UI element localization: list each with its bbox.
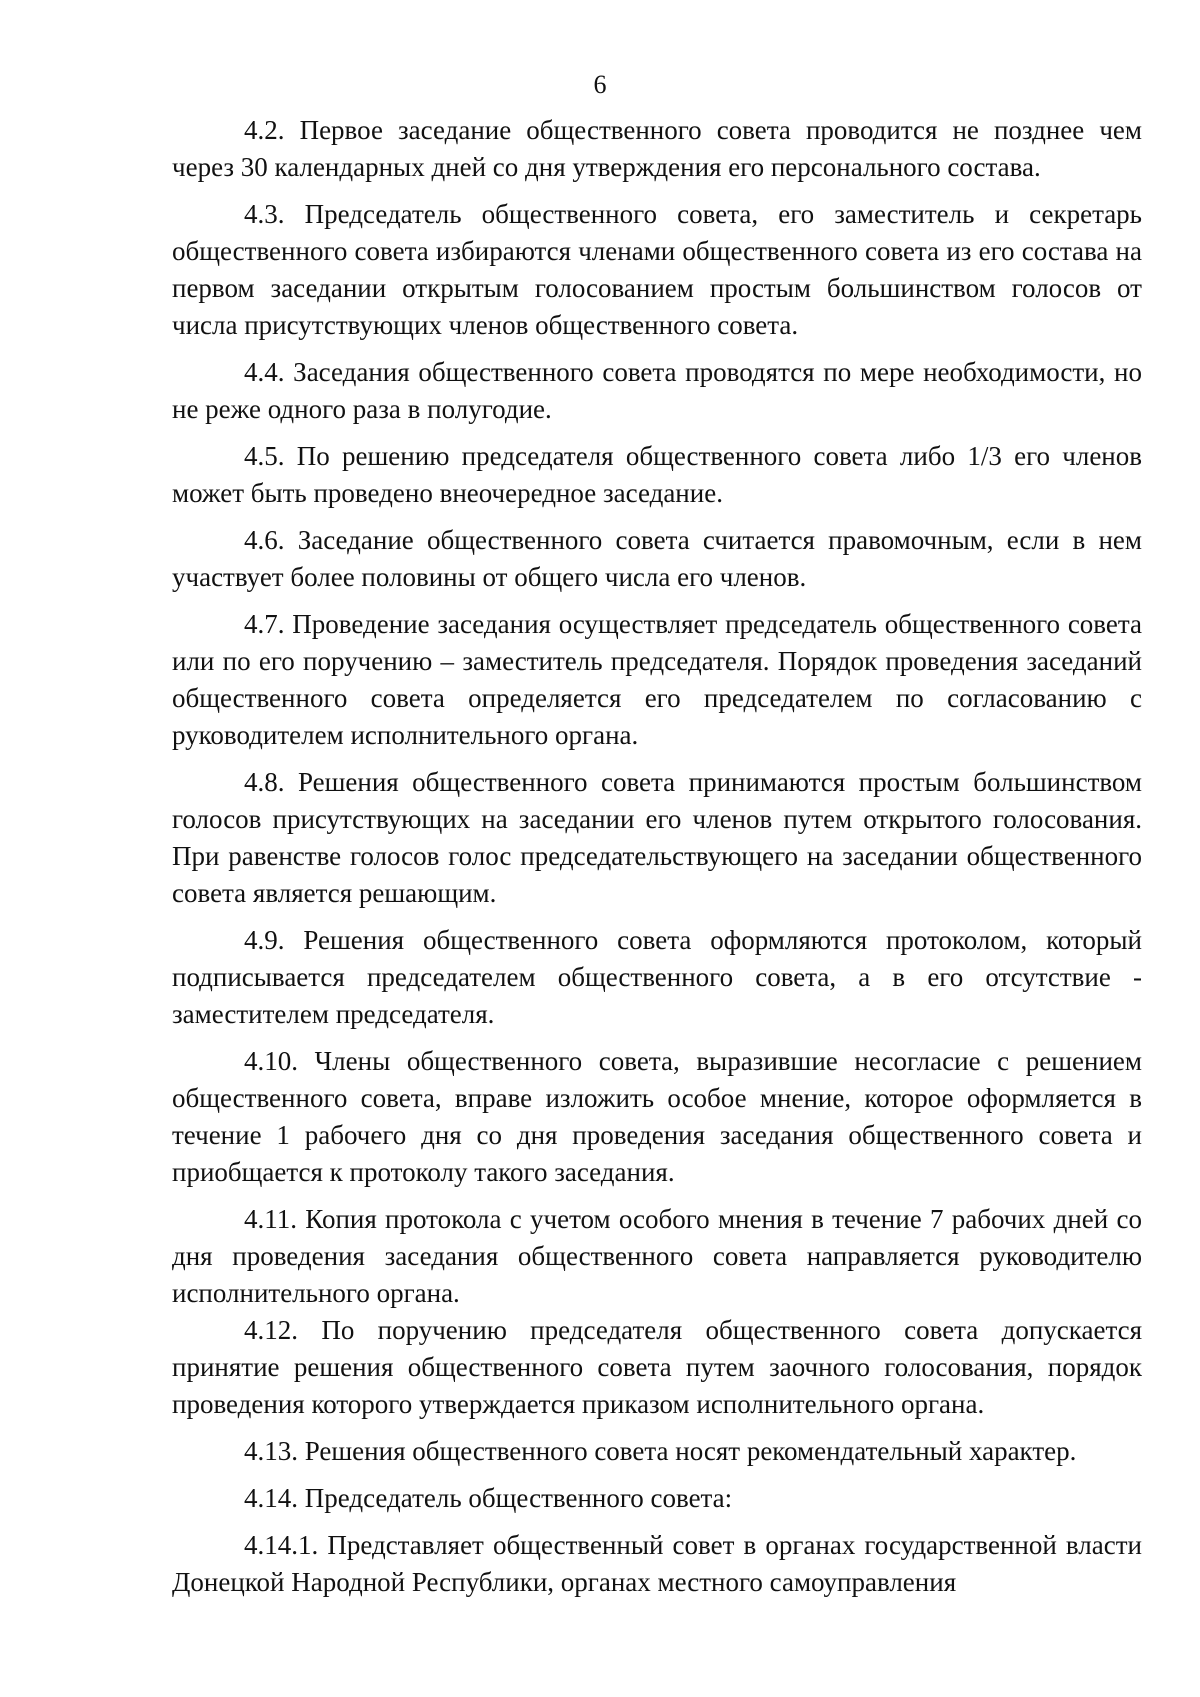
- paragraph-4-5: 4.5. По решению председателя общественного совета либо 1/3 его членов может быть проведено внеочередное заседание.: [172, 441, 1142, 508]
- paragraph-4-12: 4.12. По поручению председателя общественного совета допускается принятие решения общественного совета путем заочного голосования, порядок проведения которого утверждается приказом исполнительного органа.: [172, 1315, 1142, 1419]
- paragraph-4-10: 4.10. Члены общественного совета, выразившие несогласие с решением общественного совета, вправе изложить особое мнение, которое оформляется в течение 1 рабочего дня со дня проведения заседания общественного совета и приобщается к протоколу такого заседания.: [172, 1046, 1142, 1187]
- page-number: 6: [593, 70, 607, 99]
- paragraph-4-3: 4.3. Председатель общественного совета, его заместитель и секретарь общественного совета избираются членами общественного совета из его состава на первом заседании открытым голосованием простым большинством голосов от числа присутствующих членов общественного совета.: [172, 199, 1142, 340]
- paragraph-4-7: 4.7. Проведение заседания осуществляет председатель общественного совета или по его поручению – заместитель председателя. Порядок проведения заседаний общественного совета определяется его председателем по согласованию с руководителем исполнительного органа.: [172, 609, 1142, 750]
- paragraph-4-6: 4.6. Заседание общественного совета считается правомочным, если в нем участвует более половины от общего числа его членов.: [172, 525, 1142, 592]
- paragraph-4-11: 4.11. Копия протокола с учетом особого мнения в течение 7 рабочих дней со дня проведения заседания общественного совета направляется руководителю исполнительного органа.: [172, 1204, 1142, 1308]
- paragraph-4-13: 4.13. Решения общественного совета носят рекомендательный характер.: [244, 1436, 1077, 1466]
- paragraph-4-8: 4.8. Решения общественного совета принимаются простым большинством голосов присутствующих на заседании его членов путем открытого голосования. При равенстве голосов голос председательствующего на заседании общественного совета является решающим.: [172, 767, 1142, 908]
- paragraph-4-14: 4.14. Председатель общественного совета:: [244, 1483, 733, 1513]
- paragraph-4-2: 4.2. Первое заседание общественного совета проводится не позднее чем через 30 календарных дней со дня утверждения его персонального состава.: [172, 115, 1142, 182]
- paragraph-4-14-1: 4.14.1. Представляет общественный совет в органах государственной власти Донецкой Народной Республики, органах местного самоуправления: [172, 1530, 1142, 1597]
- paragraph-4-4: 4.4. Заседания общественного совета проводятся по мере необходимости, но не реже одного раза в полугодие.: [172, 357, 1142, 424]
- document-body: [172, 112, 1142, 1611]
- paragraph-4-9: 4.9. Решения общественного совета оформляются протоколом, который подписывается председателем общественного совета, а в его отсутствие - заместителем председателя.: [172, 925, 1142, 1029]
